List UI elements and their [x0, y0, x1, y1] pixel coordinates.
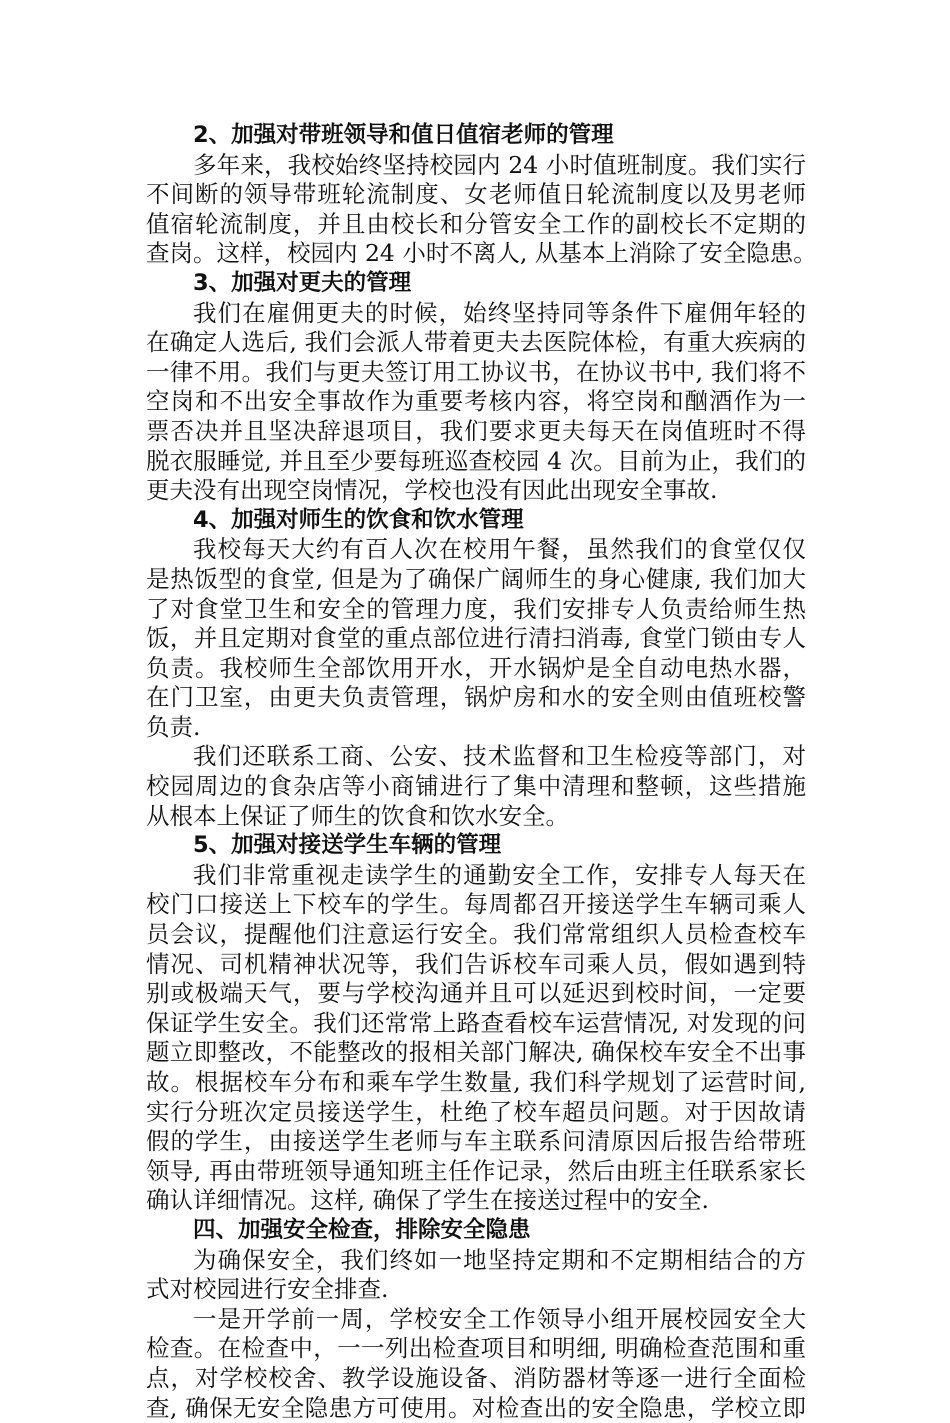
- text-line: 我们非常重视走读学生的通勤安全工作，安排专人每天在: [193, 860, 806, 889]
- paragraph: [146, 742, 806, 831]
- section-heading: 3、加强对更夫的管理: [193, 269, 412, 296]
- section-5: [146, 831, 806, 1216]
- text-line: 实行分班次定员接送学生，杜绝了校车超员问题。对于因故请: [146, 1097, 806, 1126]
- section-heading: 四、加强安全检查，排除安全隐患: [193, 1216, 531, 1243]
- text-line: 假的学生，由接送学生老师与车主联系问清原因后报告给带班: [146, 1127, 806, 1156]
- text-line: 是热饭型的食堂, 但是为了确保广阔师生的身心健康, 我们加大: [146, 564, 806, 593]
- paragraph: [146, 1305, 806, 1423]
- paragraph: [146, 150, 817, 269]
- text-line: 脱衣服睡觉, 并且至少要每班巡查校园 4 次。目前为止，我们的: [146, 446, 806, 475]
- text-line: 在门卫室，由更夫负责管理，锅炉房和水的安全则由值班校警: [146, 683, 806, 712]
- section-heading: 4、加强对师生的饮食和饮水管理: [193, 506, 524, 533]
- text-line: 我校每天大约有百人次在校用午餐，虽然我们的食堂仅仅: [193, 535, 806, 564]
- text-line: 员会议，提醒他们注意运行安全。我们常常组织人员检查校车: [146, 920, 806, 949]
- text-line: 校门口接送上下校车的学生。每周都召开接送学生车辆司乘人: [146, 890, 806, 919]
- text-line: 负责.: [146, 712, 201, 741]
- paragraph: [146, 535, 806, 742]
- paragraph: [146, 1246, 806, 1305]
- text-line: 别或极端天气，要与学校沟通并且可以延迟到校时间，一定要: [146, 979, 806, 1008]
- text-line: 从根本上保证了师生的饮食和饮水安全。: [146, 801, 569, 830]
- text-line: 一律不用。我们与更夫签订用工协议书，在协议书中, 我们将不: [146, 357, 806, 386]
- text-line: 式对校园进行安全排查.: [146, 1275, 389, 1304]
- document-page: [146, 121, 817, 1423]
- text-line: 领导, 再由带班领导通知班主任作记录，然后由班主任联系家长: [146, 1156, 806, 1185]
- section-2: [146, 121, 817, 269]
- section-4: [146, 506, 806, 832]
- text-line: 不间断的领导带班轮流制度、女老师值日轮流制度以及男老师: [146, 180, 806, 209]
- text-line: 我们在雇佣更夫的时候，始终坚持同等条件下雇佣年轻的: [193, 298, 806, 327]
- text-line: 情况、司机精神状况等，我们告诉校车司乘人员，假如遇到特: [146, 949, 806, 978]
- text-line: 负责。我校师生全部饮用开水，开水锅炉是全自动电热水器，: [146, 653, 806, 682]
- text-line: 在确定人选后, 我们会派人带着更夫去医院体检，有重大疾病的: [146, 328, 806, 357]
- section-heading: 5、加强对接送学生车辆的管理: [193, 832, 502, 859]
- text-line: 检查。在检查中，一一列出检查项目和明细, 明确检查范围和重: [146, 1334, 806, 1363]
- text-line: 多年来，我校始终坚持校园内 24 小时值班制度。我们实行: [193, 150, 806, 179]
- text-line: 确认详细情况。这样, 确保了学生在接送过程中的安全.: [146, 1186, 709, 1215]
- text-line: 点，对学校校舍、教学设施设备、消防器材等逐一进行全面检: [146, 1363, 806, 1392]
- text-line: 故。根据校车分布和乘车学生数量, 我们科学规划了运营时间,: [146, 1068, 806, 1096]
- text-line: 票否决并且坚决辞退项目，我们要求更夫每天在岗值班时不得: [146, 416, 806, 445]
- section-four: [146, 1216, 806, 1423]
- paragraph: [146, 299, 806, 506]
- text-line: 了对食堂卫生和安全的管理力度，我们安排专人负责给师生热: [146, 594, 806, 623]
- text-line: 更夫没有出现空岗情况，学校也没有因此出现安全事故.: [146, 476, 718, 505]
- text-line: 校园周边的食杂店等小商铺进行了集中清理和整顿，这些措施: [146, 772, 806, 801]
- text-line: 查岗。这样，校园内 24 小时不离人, 从基本上消除了安全隐患。: [146, 239, 817, 268]
- text-line: 为确保安全，我们终如一地坚持定期和不定期相结合的方: [193, 1245, 806, 1274]
- text-line: 题立即整改，不能整改的报相关部门解决, 确保校车安全不出事: [146, 1038, 806, 1067]
- section-heading: 2、加强对带班领导和值日值宿老师的管理: [193, 122, 614, 148]
- text-line: 我们还联系工商、公安、技术监督和卫生检疫等部门，对: [193, 742, 806, 771]
- text-line: 空岗和不出安全事故作为重要考核内容，将空岗和酗酒作为一: [146, 387, 806, 416]
- text-line: 饭，并且定期对食堂的重点部位进行清扫消毒, 食堂门锁由专人: [146, 624, 806, 653]
- text-line: 保证学生安全。我们还常常上路查看校车运营情况, 对发现的问: [146, 1008, 806, 1037]
- text-line: 查, 确保无安全隐患方可使用。对检查出的安全隐患，学校立即: [146, 1393, 806, 1422]
- text-line: 一是开学前一周，学校安全工作领导小组开展校园安全大: [193, 1304, 806, 1333]
- section-3: [146, 269, 806, 506]
- text-line: 值宿轮流制度，并且由校长和分管安全工作的副校长不定期的: [146, 209, 806, 238]
- paragraph: [146, 861, 806, 1216]
